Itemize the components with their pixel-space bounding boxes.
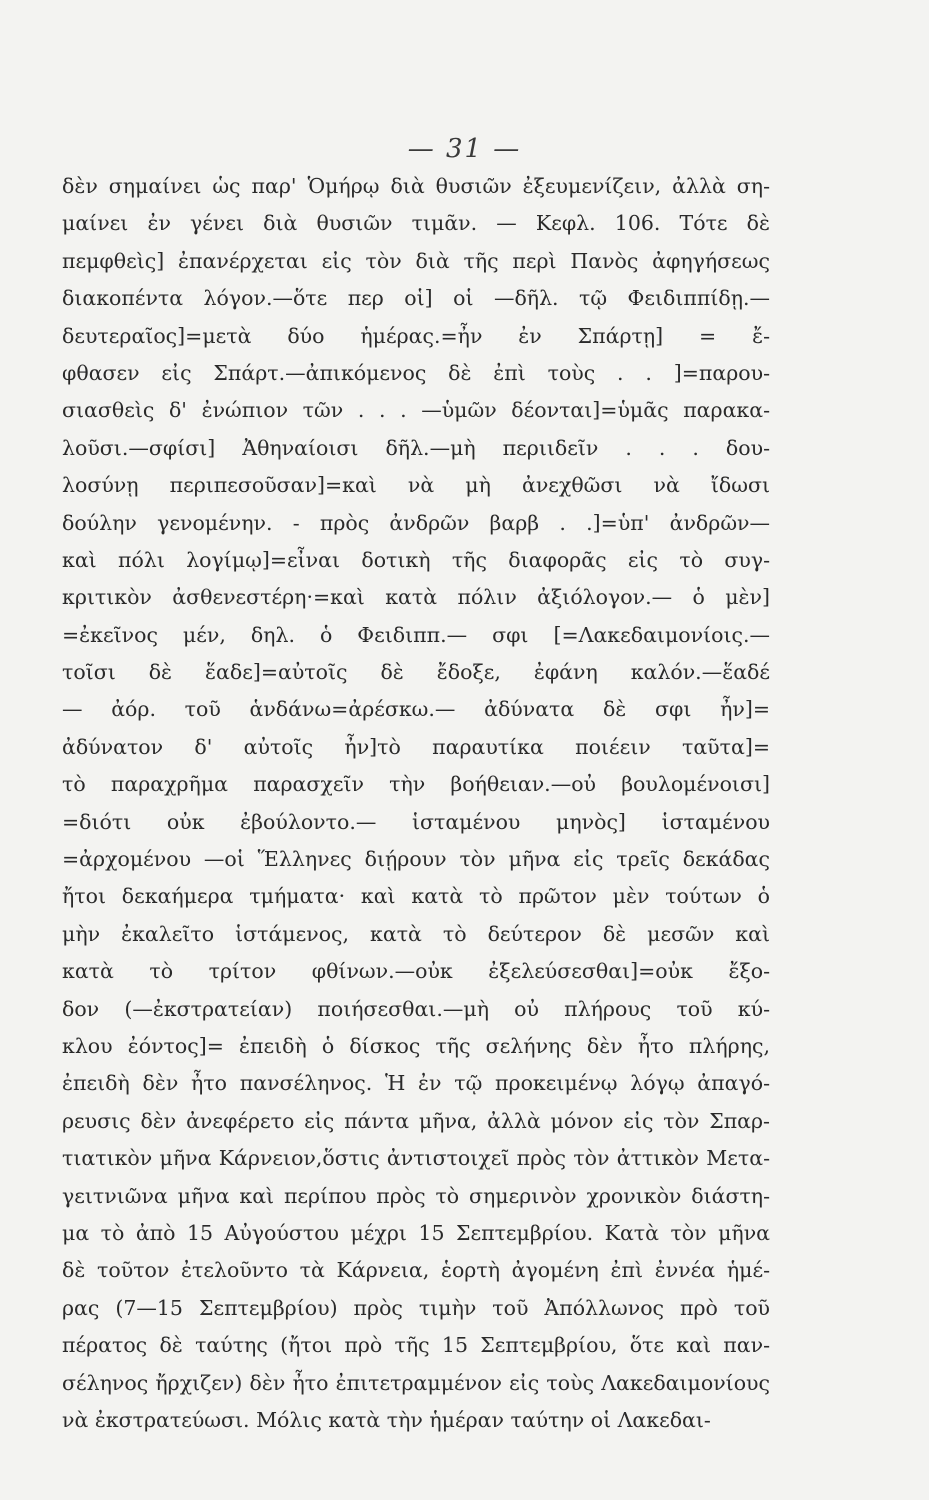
text-line: κλου ἐόντος]= ἐπειδὴ ὁ δίσκος τῆς σελήνης δὲν ἦτο πλήρης, bbox=[62, 1033, 770, 1058]
text-line: τοῖσι δὲ ἕαδε]=αὐτοῖς δὲ ἔδοξε, ἐφάνη καλόν.—ἕαδέ bbox=[62, 660, 770, 685]
text-line: ἐπειδὴ δὲν ἦτο πανσέληνος. Ἡ ἐν τῷ προκειμένῳ λόγῳ ἀπαγό- bbox=[62, 1071, 770, 1096]
text-line: τὸ παραχρῆμα παρασχεῖν τὴν βοήθειαν.—οὐ βουλομένοισι] bbox=[62, 772, 770, 797]
text-line: καὶ πόλι λογίμῳ]=εἶναι δοτικὴ τῆς διαφορᾶς εἰς τὸ συγ- bbox=[62, 547, 770, 572]
text-line: ἤτοι δεκαήμερα τμήματα· καὶ κατὰ τὸ πρῶτον μὲν τούτων ὁ bbox=[62, 884, 770, 909]
text-line: κατὰ τὸ τρίτον φθίνων.—οὐκ ἐξελεύσεσθαι]=οὐκ ἔξο- bbox=[62, 959, 770, 984]
text-line: ρευσις δὲν ἀνεφέρετο εἰς πάντα μῆνα, ἀλλὰ μόνον εἰς τὸν Σπαρ- bbox=[62, 1108, 770, 1133]
text-line: σιασθεὶς δ' ἐνώπιον τῶν . . . —ὑμῶν δέονται]=ὑμᾶς παρακα- bbox=[62, 398, 770, 423]
text-line: πεμφθεὶς] ἐπανέρχεται εἰς τὸν διὰ τῆς περὶ Πανὸς ἀφηγήσεως bbox=[62, 248, 770, 273]
page-number: — 31 — bbox=[407, 134, 522, 164]
text-line: =διότι οὐκ ἐβούλοντο.— ἱσταμένου μηνὸς] ἱσταμένου bbox=[62, 809, 770, 834]
text-line: δὲν σημαίνει ὡς παρ' Ὁμήρῳ διὰ θυσιῶν ἐξευμενίζειν, ἀλλὰ ση- bbox=[62, 174, 770, 198]
text-line: ρας (7—15 Σεπτεμβρίου) πρὸς τιμὴν τοῦ Ἀπόλλωνος πρὸ τοῦ bbox=[62, 1295, 770, 1320]
text-line: =ἐκεῖνος μέν, δηλ. ὁ Φειδιππ.— σφι [=Λακεδαιμονίοις.— bbox=[62, 622, 770, 647]
text-line: μαίνει ἐν γένει διὰ θυσιῶν τιμᾶν. — Κεφλ. 106. Τότε δὲ bbox=[62, 211, 770, 236]
text-line: λοσύνῃ περιπεσοῦσαν]=καὶ νὰ μὴ ἀνεχθῶσι νὰ ἴδωσι bbox=[62, 473, 770, 498]
text-line: — ἀόρ. τοῦ ἁνδάνω=ἀρέσκω.— ἀδύνατα δὲ σφι ἦν]= bbox=[62, 697, 770, 722]
text-line: νὰ ἐκστρατεύωσι. Μόλις κατὰ τὴν ἡμέραν ταύτην οἱ Λακεδαι- bbox=[62, 1407, 711, 1432]
body-text bbox=[62, 168, 770, 1439]
text-line: δευτεραῖος]=μετὰ δύο ἡμέρας.=ἦν ἐν Σπάρτῃ] = ἔ- bbox=[62, 323, 770, 348]
text-line: δὲ τοῦτον ἐτελοῦντο τὰ Κάρνεια, ἑορτὴ ἀγομένη ἐπὶ ἐννέα ἡμέ- bbox=[62, 1258, 770, 1283]
text-line: λοῦσι.—σφίσι] Ἀθηναίοισι δῆλ.—μὴ περιιδεῖν . . . δου- bbox=[62, 435, 770, 460]
text-line: τιατικὸν μῆνα Κάρνειον,ὅστις ἀντιστοιχεῖ πρὸς τὸν ἀττικὸν Μετα- bbox=[62, 1146, 770, 1171]
text-line: μα τὸ ἀπὸ 15 Αὐγούστου μέχρι 15 Σεπτεμβρίου. Κατὰ τὸν μῆνα bbox=[62, 1220, 770, 1245]
text-line: μὴν ἐκαλεῖτο ἱστάμενος, κατὰ τὸ δεύτερον δὲ μεσῶν καὶ bbox=[62, 921, 770, 946]
text-line: πέρατος δὲ ταύτης (ἤτοι πρὸ τῆς 15 Σεπτεμβρίου, ὅτε καὶ παν- bbox=[62, 1333, 770, 1358]
text-line: σέληνος ἤρχιζεν) δὲν ἦτο ἐπιτετραμμένον εἰς τοὺς Λακεδαιμονίους bbox=[62, 1370, 770, 1395]
text-line: κριτικὸν ἀσθενεστέρη·=καὶ κατὰ πόλιν ἀξιόλογον.— ὁ μὲν] bbox=[62, 585, 770, 610]
text-line: φθασεν εἰς Σπάρτ.—ἀπικόμενος δὲ ἐπὶ τοὺς . . ]=παρου- bbox=[62, 360, 770, 385]
text-line: δούλην γενομένην. - πρὸς ἀνδρῶν βαρβ . .]=ὑπ' ἀνδρῶν— bbox=[62, 510, 770, 535]
text-line: δον (—ἐκστρατείαν) ποιήσεσθαι.—μὴ οὐ πλήρους τοῦ κύ- bbox=[62, 996, 770, 1021]
text-line: ἀδύνατον δ' αὐτοῖς ἦν]τὸ παραυτίκα ποιέειν ταῦτα]= bbox=[62, 734, 770, 759]
text-line: διακοπέντα λόγον.—ὅτε περ οἱ] οἱ —δῆλ. τῷ Φειδιππίδῃ.— bbox=[62, 286, 770, 311]
text-line: =ἀρχομένου —οἱ Ἕλληνες διῄρουν τὸν μῆνα εἰς τρεῖς δεκάδας bbox=[62, 847, 770, 872]
text-line: γειτνιῶνα μῆνα καὶ περίπου πρὸς τὸ σημερινὸν χρονικὸν διάστη- bbox=[62, 1183, 770, 1208]
